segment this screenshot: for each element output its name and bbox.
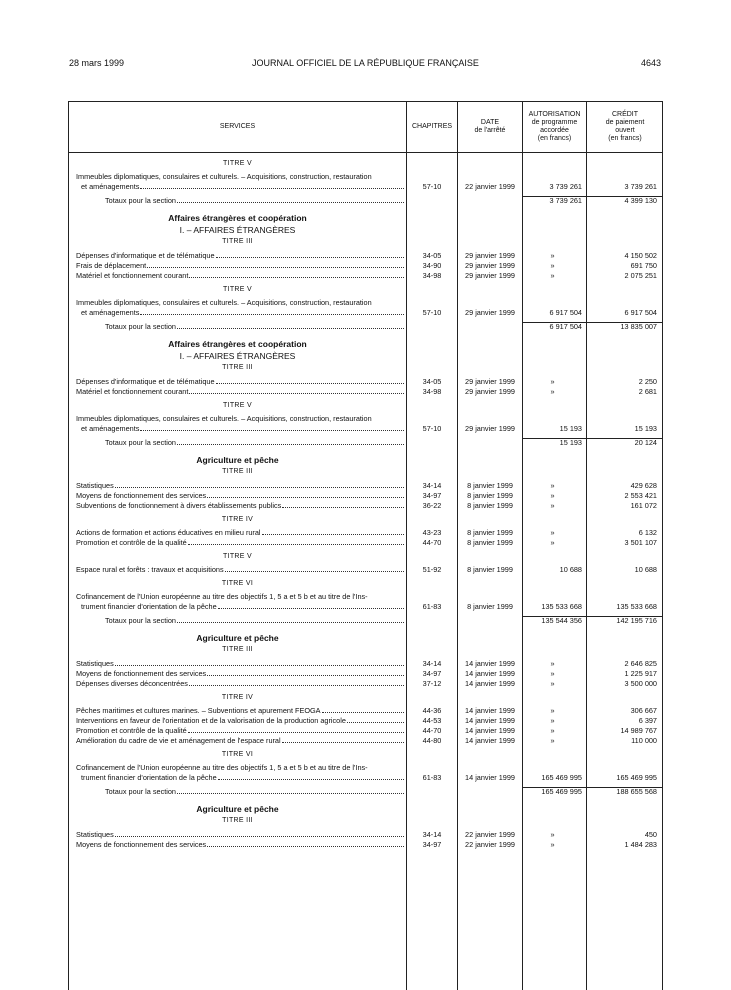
col-header-autorisation: AUTORISATION de programme accordée (en francs): [528, 111, 581, 142]
credit-value: 2 250: [638, 377, 657, 386]
table-row: [69, 414, 662, 424]
chapter-code: 34-90: [422, 261, 442, 270]
dot-leader: [189, 387, 404, 394]
credit-value: 10 688: [634, 565, 657, 574]
dot-leader: [282, 501, 404, 508]
service-text: Amélioration du cadre de vie et aménagement de l'espace rural: [76, 736, 281, 745]
service-label: [81, 773, 406, 783]
table-row: [69, 578, 662, 589]
titre-heading: TITRE IV: [221, 694, 254, 701]
chapter-code: 43-23: [422, 528, 442, 537]
table-row: [69, 716, 662, 726]
titre-heading: TITRE III: [222, 364, 253, 371]
chapter-code: 34-97: [422, 491, 442, 500]
titre-heading: TITRE III: [222, 468, 253, 475]
autorisation-value: 135 533 668: [541, 602, 582, 611]
arrete-date: 29 janvier 1999: [465, 377, 515, 386]
page-number: 4643: [640, 58, 661, 68]
table-row: [69, 261, 662, 271]
arrete-date: 14 janvier 1999: [465, 679, 515, 688]
service-text: Cofinancement de l'Union européenne au titre des objectifs 1, 5 a et 5 b et au titre de l'Ins-: [76, 763, 368, 772]
table-row: [69, 251, 662, 261]
service-label: [76, 592, 406, 602]
dot-leader: [262, 528, 404, 535]
table-row: [69, 726, 662, 736]
service-label: [76, 736, 406, 746]
service-label: [76, 298, 406, 308]
credit-value: 1 484 283: [624, 840, 657, 849]
service-text: Totaux pour la section: [105, 438, 176, 447]
service-text: Cofinancement de l'Union européenne au titre des objectifs 1, 5 a et 5 b et au titre de l'Ins-: [76, 592, 368, 601]
journal-title: JOURNAL OFFICIEL DE LA RÉPUBLIQUE FRANÇAISE: [252, 58, 479, 68]
total-label: [105, 196, 406, 206]
table-row: [69, 830, 662, 840]
autorisation-value: 3 739 261: [549, 182, 582, 191]
service-label: [76, 763, 406, 773]
autorisation-value: »: [550, 261, 555, 270]
autorisation-value: »: [550, 481, 555, 490]
dot-leader: [115, 830, 404, 837]
autorisation-value: »: [550, 669, 555, 678]
service-label: [76, 261, 406, 271]
chapter-code: 44-70: [422, 538, 442, 547]
arrete-date: 14 janvier 1999: [465, 659, 515, 668]
table-row: [69, 322, 662, 332]
subsection-heading: I. – AFFAIRES ÉTRANGÈRES: [179, 225, 296, 235]
table-row: [69, 424, 662, 434]
dot-leader: [207, 669, 404, 676]
dot-leader: [207, 840, 404, 847]
table-row: [69, 438, 662, 448]
autorisation-value: »: [550, 659, 555, 668]
table-row: [69, 284, 662, 295]
arrete-date: 29 janvier 1999: [465, 387, 515, 396]
table-row: [69, 787, 662, 797]
table-body: [69, 152, 662, 850]
service-label: [76, 172, 406, 182]
dot-leader: [225, 565, 404, 572]
table-row: [69, 592, 662, 602]
chapter-code: 37-12: [422, 679, 442, 688]
credit-value: 14 989 767: [620, 726, 657, 735]
dot-leader: [218, 602, 404, 609]
table-row: [69, 749, 662, 760]
section-heading: Agriculture et pêche: [196, 455, 279, 465]
arrete-date: 14 janvier 1999: [465, 736, 515, 745]
autorisation-value: 15 193: [559, 438, 582, 447]
table-row: [69, 644, 662, 655]
credit-value: 110 000: [631, 736, 657, 745]
dot-leader: [115, 659, 404, 666]
service-label: [76, 377, 406, 387]
chapter-code: 44-80: [422, 736, 442, 745]
arrete-date: 14 janvier 1999: [465, 726, 515, 735]
service-text: Totaux pour la section: [105, 616, 176, 625]
chapter-code: 34-98: [422, 271, 442, 280]
col-header-date: DATE de l'arrêté: [474, 119, 506, 134]
service-label: [81, 308, 406, 318]
service-label: [76, 716, 406, 726]
service-text: Moyens de fonctionnement des services: [76, 491, 207, 500]
arrete-date: 8 janvier 1999: [467, 565, 513, 574]
autorisation-value: »: [550, 736, 555, 745]
service-text: Espace rural et forêts : travaux et acquisitions: [76, 565, 224, 574]
total-label: [105, 787, 406, 797]
chapter-code: 51-92: [422, 565, 442, 574]
credit-value: 691 750: [630, 261, 657, 270]
autorisation-value: »: [550, 679, 555, 688]
service-text: Pêches maritimes et cultures marines. – Subventions et apurement FEOGA: [76, 706, 321, 715]
table-row: [69, 362, 662, 373]
arrete-date: 14 janvier 1999: [465, 716, 515, 725]
service-label: [76, 538, 406, 548]
autorisation-value: »: [550, 840, 555, 849]
arrete-date: 29 janvier 1999: [465, 251, 515, 260]
credit-value: 188 655 568: [616, 787, 657, 796]
titre-heading: TITRE III: [222, 817, 253, 824]
service-text: et aménagements: [81, 182, 140, 191]
header-date: 28 mars 1999: [69, 58, 125, 68]
table-row: [69, 679, 662, 689]
arrete-date: 8 janvier 1999: [467, 481, 513, 490]
dot-leader: [140, 182, 404, 189]
table-row: [69, 350, 662, 362]
table-row: [69, 538, 662, 548]
service-label: [76, 669, 406, 679]
credit-value: 3 739 261: [624, 182, 657, 191]
table-row: [69, 298, 662, 308]
chapter-code: 61-83: [422, 602, 442, 611]
arrete-date: 22 janvier 1999: [465, 182, 515, 191]
credit-value: 15 193: [634, 424, 657, 433]
dot-leader: [177, 322, 404, 329]
autorisation-value: 6 917 504: [549, 308, 582, 317]
chapter-code: 34-97: [422, 669, 442, 678]
table-row: [69, 271, 662, 281]
credit-value: 20 124: [634, 438, 657, 447]
service-text: Moyens de fonctionnement des services: [76, 669, 207, 678]
total-label: [105, 438, 406, 448]
arrete-date: 29 janvier 1999: [465, 271, 515, 280]
dot-leader: [207, 491, 404, 498]
service-text: Statistiques: [76, 481, 114, 490]
table-row: [69, 773, 662, 783]
table-row: [69, 481, 662, 491]
credit-value: 450: [644, 830, 657, 839]
table-row: [69, 803, 662, 815]
chapter-code: 34-05: [422, 251, 442, 260]
dot-leader: [115, 481, 404, 488]
autorisation-value: »: [550, 830, 555, 839]
arrete-date: 8 janvier 1999: [467, 602, 513, 611]
chapter-code: 36-22: [422, 501, 442, 510]
credit-value: 429 628: [630, 481, 657, 490]
table-row: [69, 400, 662, 411]
chapter-code: 44-53: [422, 716, 442, 725]
table-row: [69, 224, 662, 236]
table-row: [69, 565, 662, 575]
table-row: [69, 212, 662, 224]
service-text: Immeubles diplomatiques, consulaires et culturels. – Acquisitions, construction, restauration: [76, 298, 372, 307]
credit-value: 3 501 107: [624, 538, 657, 547]
table-row: [69, 182, 662, 192]
chapter-code: 34-14: [422, 659, 442, 668]
autorisation-value: »: [550, 538, 555, 547]
autorisation-value: »: [550, 706, 555, 715]
autorisation-value: 10 688: [559, 565, 582, 574]
table-row: [69, 172, 662, 182]
credit-value: 2 075 251: [624, 271, 657, 280]
service-label: [76, 830, 406, 840]
service-text: Statistiques: [76, 659, 114, 668]
autorisation-value: »: [550, 528, 555, 537]
titre-heading: TITRE VI: [221, 580, 254, 587]
table-row: [69, 763, 662, 773]
arrete-date: 22 janvier 1999: [465, 830, 515, 839]
service-text: Interventions en faveur de l'orientation et de la valorisation de la production agricole: [76, 716, 346, 725]
titre-heading: TITRE V: [223, 553, 252, 560]
service-label: [76, 387, 406, 397]
service-text: Subventions de fonctionnement à divers établissements publics: [76, 501, 282, 510]
autorisation-value: 135 544 356: [541, 616, 582, 625]
service-text: et aménagements: [81, 308, 140, 317]
table-row: [69, 632, 662, 644]
service-label: [76, 271, 406, 281]
dot-leader: [140, 424, 404, 431]
dot-leader: [282, 736, 404, 743]
service-text: Dépenses d'informatique et de télématique: [76, 377, 215, 386]
service-label: [76, 481, 406, 491]
autorisation-value: 6 917 504: [549, 322, 582, 331]
service-text: trument financier d'orientation de la pêche: [81, 773, 217, 782]
col-header-services: SERVICES: [219, 123, 256, 130]
service-text: Dépenses diverses déconcentrées: [76, 679, 188, 688]
service-text: Moyens de fonctionnement des services: [76, 840, 207, 849]
table-row: [69, 338, 662, 350]
autorisation-value: »: [550, 271, 555, 280]
service-text: Totaux pour la section: [105, 322, 176, 331]
autorisation-value: 3 739 261: [549, 196, 582, 205]
table-row: [69, 706, 662, 716]
table-row: [69, 551, 662, 562]
titre-heading: TITRE III: [222, 238, 253, 245]
dot-leader: [177, 196, 404, 203]
service-label: [76, 414, 406, 424]
arrete-date: 29 janvier 1999: [465, 261, 515, 270]
arrete-date: 14 janvier 1999: [465, 773, 515, 782]
dot-leader: [322, 706, 404, 713]
service-label: [76, 501, 406, 511]
table-row: [69, 308, 662, 318]
chapter-code: 34-98: [422, 387, 442, 396]
credit-value: 2 681: [638, 387, 657, 396]
dot-leader: [216, 377, 405, 384]
service-label: [76, 528, 406, 538]
table-row: [69, 616, 662, 626]
table-row: [69, 454, 662, 466]
credit-value: 6 132: [638, 528, 657, 537]
service-text: trument financier d'orientation de la pêche: [81, 602, 217, 611]
titre-heading: TITRE V: [223, 160, 252, 167]
table-row: [69, 377, 662, 387]
dot-leader: [177, 616, 404, 623]
chapter-code: 34-05: [422, 377, 442, 386]
arrete-date: 14 janvier 1999: [465, 669, 515, 678]
table-row: [69, 602, 662, 612]
credit-value: 1 225 917: [624, 669, 657, 678]
credit-value: 6 397: [638, 716, 657, 725]
titre-heading: TITRE VI: [221, 751, 254, 758]
service-label: [76, 565, 406, 575]
table-row: [69, 196, 662, 206]
service-text: Actions de formation et actions éducatives en milieu rural: [76, 528, 261, 537]
dot-leader: [147, 261, 404, 268]
titre-heading: TITRE V: [223, 402, 252, 409]
credit-value: 13 835 007: [620, 322, 657, 331]
chapter-code: 34-97: [422, 840, 442, 849]
autorisation-value: »: [550, 716, 555, 725]
dot-leader: [188, 538, 404, 545]
chapter-code: 57-10: [422, 308, 442, 317]
table-row: [69, 387, 662, 397]
service-text: Promotion et contrôle de la qualité: [76, 538, 187, 547]
titre-heading: TITRE III: [222, 646, 253, 653]
autorisation-value: »: [550, 387, 555, 396]
chapter-code: 57-10: [422, 182, 442, 191]
arrete-date: 14 janvier 1999: [465, 706, 515, 715]
total-label: [105, 616, 406, 626]
credit-value: 165 469 995: [616, 773, 657, 782]
autorisation-value: 165 469 995: [541, 787, 582, 796]
service-text: Matériel et fonctionnement courant: [76, 271, 189, 280]
subsection-heading: I. – AFFAIRES ÉTRANGÈRES: [179, 351, 296, 361]
section-heading: Agriculture et pêche: [196, 633, 279, 643]
total-label: [105, 322, 406, 332]
table-row: [69, 840, 662, 850]
table-row: [69, 669, 662, 679]
table-row: [69, 736, 662, 746]
table-row: [69, 501, 662, 511]
service-label: [81, 602, 406, 612]
service-label: [76, 706, 406, 716]
section-heading: Affaires étrangères et coopération: [168, 213, 307, 223]
chapter-code: 44-70: [422, 726, 442, 735]
service-label: [76, 840, 406, 850]
service-label: [81, 182, 406, 192]
credit-value: 3 500 000: [624, 679, 657, 688]
table-row: [69, 466, 662, 477]
titre-heading: TITRE V: [223, 286, 252, 293]
table-row: [69, 659, 662, 669]
autorisation-value: »: [550, 501, 555, 510]
credits-table: [68, 101, 663, 990]
dot-leader: [177, 438, 404, 445]
arrete-date: 8 janvier 1999: [467, 501, 513, 510]
credit-value: 161 072: [630, 501, 657, 510]
chapter-code: 57-10: [422, 424, 442, 433]
autorisation-value: »: [550, 726, 555, 735]
service-label: [76, 251, 406, 261]
service-label: [81, 424, 406, 434]
dot-leader: [140, 308, 404, 315]
arrete-date: 8 janvier 1999: [467, 491, 513, 500]
autorisation-value: 165 469 995: [541, 773, 582, 782]
service-label: [76, 679, 406, 689]
credit-value: 4 150 502: [624, 251, 657, 260]
dot-leader: [188, 726, 404, 733]
service-text: et aménagements: [81, 424, 140, 433]
chapter-code: 34-14: [422, 830, 442, 839]
chapter-code: 44-36: [422, 706, 442, 715]
service-text: Frais de déplacement: [76, 261, 147, 270]
service-label: [76, 726, 406, 736]
arrete-date: 22 janvier 1999: [465, 840, 515, 849]
service-text: Promotion et contrôle de la qualité: [76, 726, 187, 735]
arrete-date: 8 janvier 1999: [467, 528, 513, 537]
credit-value: 306 667: [630, 706, 657, 715]
col-header-credit: CRÉDIT de paiement ouvert (en francs): [605, 111, 645, 142]
service-text: Totaux pour la section: [105, 196, 176, 205]
service-text: Immeubles diplomatiques, consulaires et culturels. – Acquisitions, construction, restauration: [76, 172, 372, 181]
credit-value: 2 646 825: [624, 659, 657, 668]
table-row: [69, 158, 662, 169]
section-heading: Agriculture et pêche: [196, 804, 279, 814]
credit-value: 6 917 504: [624, 308, 657, 317]
dot-leader: [347, 716, 404, 723]
service-label: [76, 659, 406, 669]
table-row: [69, 692, 662, 703]
table-row: [69, 491, 662, 501]
dot-leader: [216, 251, 405, 258]
service-label: [76, 491, 406, 501]
dot-leader: [177, 787, 404, 794]
autorisation-value: »: [550, 377, 555, 386]
titre-heading: TITRE IV: [221, 516, 254, 523]
table-row: [69, 514, 662, 525]
service-text: Immeubles diplomatiques, consulaires et culturels. – Acquisitions, construction, restauration: [76, 414, 372, 423]
chapter-code: 34-14: [422, 481, 442, 490]
dot-leader: [189, 679, 404, 686]
chapter-code: 61-83: [422, 773, 442, 782]
arrete-date: 29 janvier 1999: [465, 308, 515, 317]
section-heading: Affaires étrangères et coopération: [168, 339, 307, 349]
service-text: Totaux pour la section: [105, 787, 176, 796]
arrete-date: 8 janvier 1999: [467, 538, 513, 547]
service-text: Matériel et fonctionnement courant: [76, 387, 189, 396]
dot-leader: [218, 773, 404, 780]
credit-value: 142 195 716: [616, 616, 657, 625]
table-row: [69, 815, 662, 826]
autorisation-value: »: [550, 491, 555, 500]
credit-value: 2 553 421: [624, 491, 657, 500]
credit-value: 4 399 130: [624, 196, 657, 205]
table-row: [69, 528, 662, 538]
arrete-date: 29 janvier 1999: [465, 424, 515, 433]
service-text: Statistiques: [76, 830, 114, 839]
table-row: [69, 236, 662, 247]
autorisation-value: 15 193: [559, 424, 582, 433]
credit-value: 135 533 668: [616, 602, 657, 611]
col-header-chapitres: CHAPITRES: [411, 123, 453, 130]
service-text: Dépenses d'informatique et de télématique: [76, 251, 215, 260]
dot-leader: [189, 271, 404, 278]
autorisation-value: »: [550, 251, 555, 260]
